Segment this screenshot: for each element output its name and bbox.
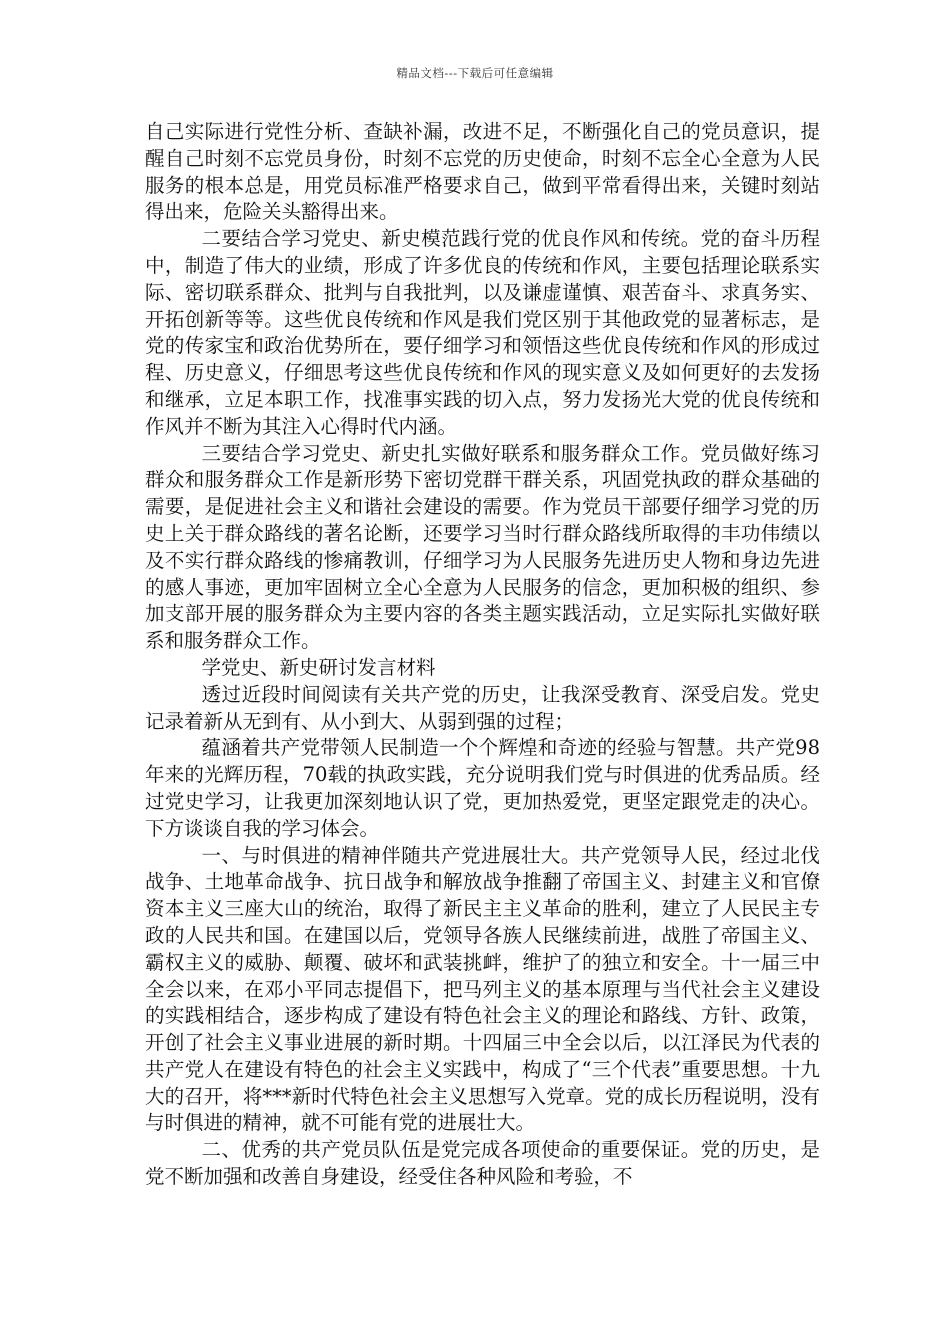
- paragraph-continuation: 自己实际进行党性分析、查缺补漏，改进不足，不断强化自己的党员意识，提醒自己时刻不忘党员身份，时刻不忘党的历史使命，时刻不忘全心全意为人民服务的根本总是，用党员标准严格要求自己，做到平常看得出来，关键时刻站得出来，危险关头豁得出来。: [145, 120, 820, 224]
- section-heading: 学党史、新史研讨发言材料: [201, 655, 436, 679]
- paragraph-point-three: 三要结合学习党史、新史扎实做好联系和服务群众工作。党员做好练习群众和服务群众工作是新形势下密切党群干群关系，巩固党执政的群众基础的需要，是促进社会主义和谐社会建设的需要。作为党员干部要仔细学习党的历史上关于群众路线的著名论断，还要学习当时行群众路线所取得的丰功伟绩以及不实行群众路线的惨痛教训，仔细学习为人民服务先进历史人物和身边先进的感人事迹，更加牢固树立全心全意为人民服务的信念，更加积极的组织、参加支部开展的服务群众为主要内容的各类主题实践活动，立足实际扎实做好联系和服务群众工作。: [145, 441, 820, 653]
- document-body: [145, 119, 820, 1191]
- page-header: 精品文档---下载后可任意编辑: [396, 66, 554, 80]
- paragraph-experience: 蕴涵着共产党带领人民制造一个个辉煌和奇迹的经验与智慧。共产党98年来的光辉历程，70载的执政实践，充分说明我们党与时俱进的优秀品质。经过党史学习，让我更加深刻地认识了党，更加热爱党，更坚定跟党走的决心。下方谈谈自我的学习体会。: [145, 736, 820, 840]
- paragraph-point-two: 二要结合学习党史、新史模范践行党的优良作风和传统。党的奋斗历程中，制造了伟大的业绩，形成了许多优良的传统和作风，主要包括理论联系实际、密切联系群众、批判与自我批判，以及谦虚谨慎、艰苦奋斗、求真务实、开拓创新等等。这些优良传统和作风是我们党区别于其他政党的显著标志，是党的传家宝和政治优势所在，要仔细学习和领悟这些优良传统和作风的形成过程、历史意义，仔细思考这些优良传统和作风的现实意义及如何更好的去发扬和继承，立足本职工作，找准事实践的切入点，努力发扬光大党的优良传统和作风并不断为其注入心得时代内涵。: [145, 227, 820, 438]
- paragraph-intro: 透过近段时间阅读有关共产党的历史，让我深受教育、深受启发。党史记录着新从无到有、从小到大、从弱到强的过程；: [145, 682, 820, 733]
- paragraph-section-one: 一、与时俱进的精神伴随共产党进展壮大。共产党领导人民，经过北伐战争、土地革命战争、抗日战争和解放战争推翻了帝国主义、封建主义和官僚资本主义三座大山的统治，取得了新民主主义革命的胜利，建立了人民民主专政的人民共和国。在建国以后，党领导各族人民继续前进，战胜了帝国主义、霸权主义的威胁、颠覆、破坏和武装挑衅，维护了的独立和安全。十一届三中全会以来，在邓小平同志提倡下，把马列主义的基本原理与当代社会主义建设的实践相结合，逐步构成了建设有特色社会主义的理论和路线、方针、政策，开创了社会主义事业进展的新时期。十四届三中全会以后，以江泽民为代表的共产党人在建设有特色的社会主义实践中，构成了“三个代表”重要思想。十九大的召开，将***新时代特色社会主义思想写入党章。党的成长历程说明，没有与时俱进的精神，就不可能有党的进展壮大。: [145, 843, 820, 1135]
- paragraph-section-two: 二、优秀的共产党员队伍是党完成各项使命的重要保证。党的历史，是党不断加强和改善自身建设，经受住各种风险和考验，不: [145, 1138, 820, 1189]
